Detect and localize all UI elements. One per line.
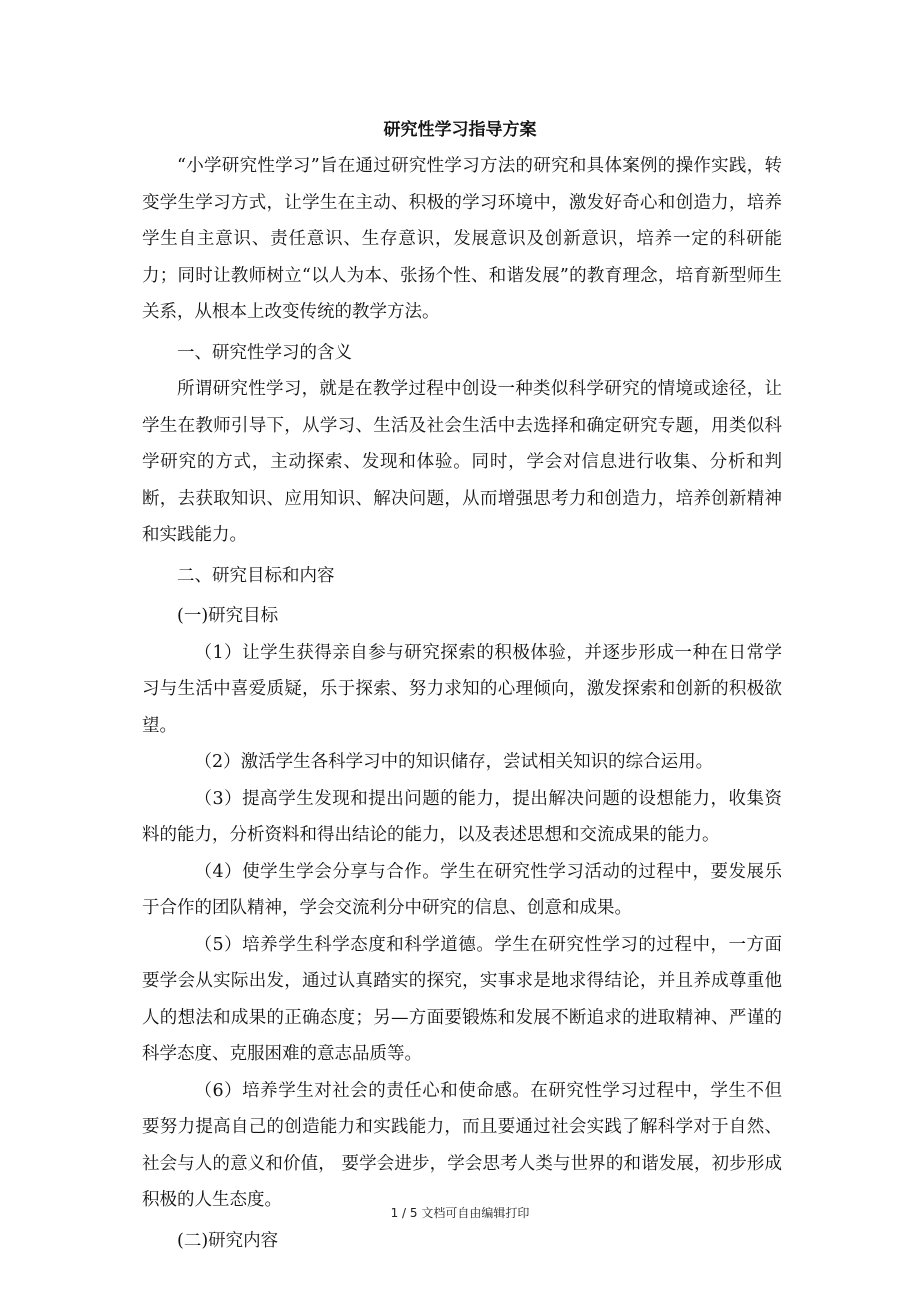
document-body <box>142 148 782 1259</box>
meaning-paragraph: 所谓研究性学习，就是在教学过程中创设一种类似科学研究的情境或途径，让学生在教师引导下，从学习、生活及社会生活中去选择和确定研究专题，用类似科学研究的方式，主动探索、发现和体验。同时，学会对信息进行收集、分析和判断，去获取知识、应用知识、解决问题，从而增强思考力和创造力，培养创新精神和实践能力。 <box>142 379 782 545</box>
section-heading-goals-content: 二、研究目标和内容 <box>177 565 335 586</box>
page-footer: 1 / 5 文档可自由编辑打印 <box>390 1206 530 1220</box>
goal-item-1: （1）让学生获得亲自参与研究探索的积极体验，并逐步形成一种在日常学习与生活中喜爱质疑，乐于探索、努力求知的心理倾向，激发探索和创新的积极欲望。 <box>142 642 782 736</box>
intro-paragraph: “小学研究性学习”旨在通过研究性学习方法的研究和具体案例的操作实践，转变学生学习方式，让学生在主动、积极的学习环境中，激发好奇心和创造力，培养学生自主意识、责任意识、生存意识，发展意识及创新意识，培养一定的科研能力；同时让教师树立“以人为本、张扬个性、和谐发展”的教育理念，培育新型师生关系，从根本上改变传统的教学方法。 <box>142 156 782 322</box>
goal-item-5: （5）培养学生科学态度和科学道德。学生在研究性学习的过程中，一方面要学会从实际出发，通过认真踏实的探究，实事求是地求得结论，并且养成尊重他人的想法和成果的正确态度；另—方面要锻炼和发展不断追求的进取精神、严谨的科学态度、克服困难的意志品质等。 <box>142 934 782 1064</box>
goal-item-4: （4）使学生学会分享与合作。学生在研究性学习活动的过程中，要发展乐于合作的团队精神，学会交流利分中研究的信息、创意和成果。 <box>142 861 782 918</box>
section-heading-meaning: 一、研究性学习的含义 <box>177 342 352 363</box>
goal-item-2: （2）激活学生各科学习中的知识储存，尝试相关知识的综合运用。 <box>194 752 714 772</box>
subsection-heading-content: (二)研究内容 <box>177 1230 279 1251</box>
document-title: 研究性学习指导方案 <box>383 120 537 140</box>
goal-item-6: （6）培养学生对社会的责任心和使命感。在研究性学习过程中，学生不但要努力提高自己的创造能力和实践能力，而且要通过社会实践了解科学对于自然、社会与人的意义和价值， 要学会进步，学会思考人类与世界的和谐发展，初步形成积极的人生态度。 <box>142 1080 782 1210</box>
subsection-heading-goals: (一)研究目标 <box>177 606 279 626</box>
goal-item-3: （3）提高学生发现和提出问题的能力，提出解决问题的设想能力，收集资料的能力，分析资料和得出结论的能力，以及表述思想和交流成果的能力。 <box>142 788 782 845</box>
